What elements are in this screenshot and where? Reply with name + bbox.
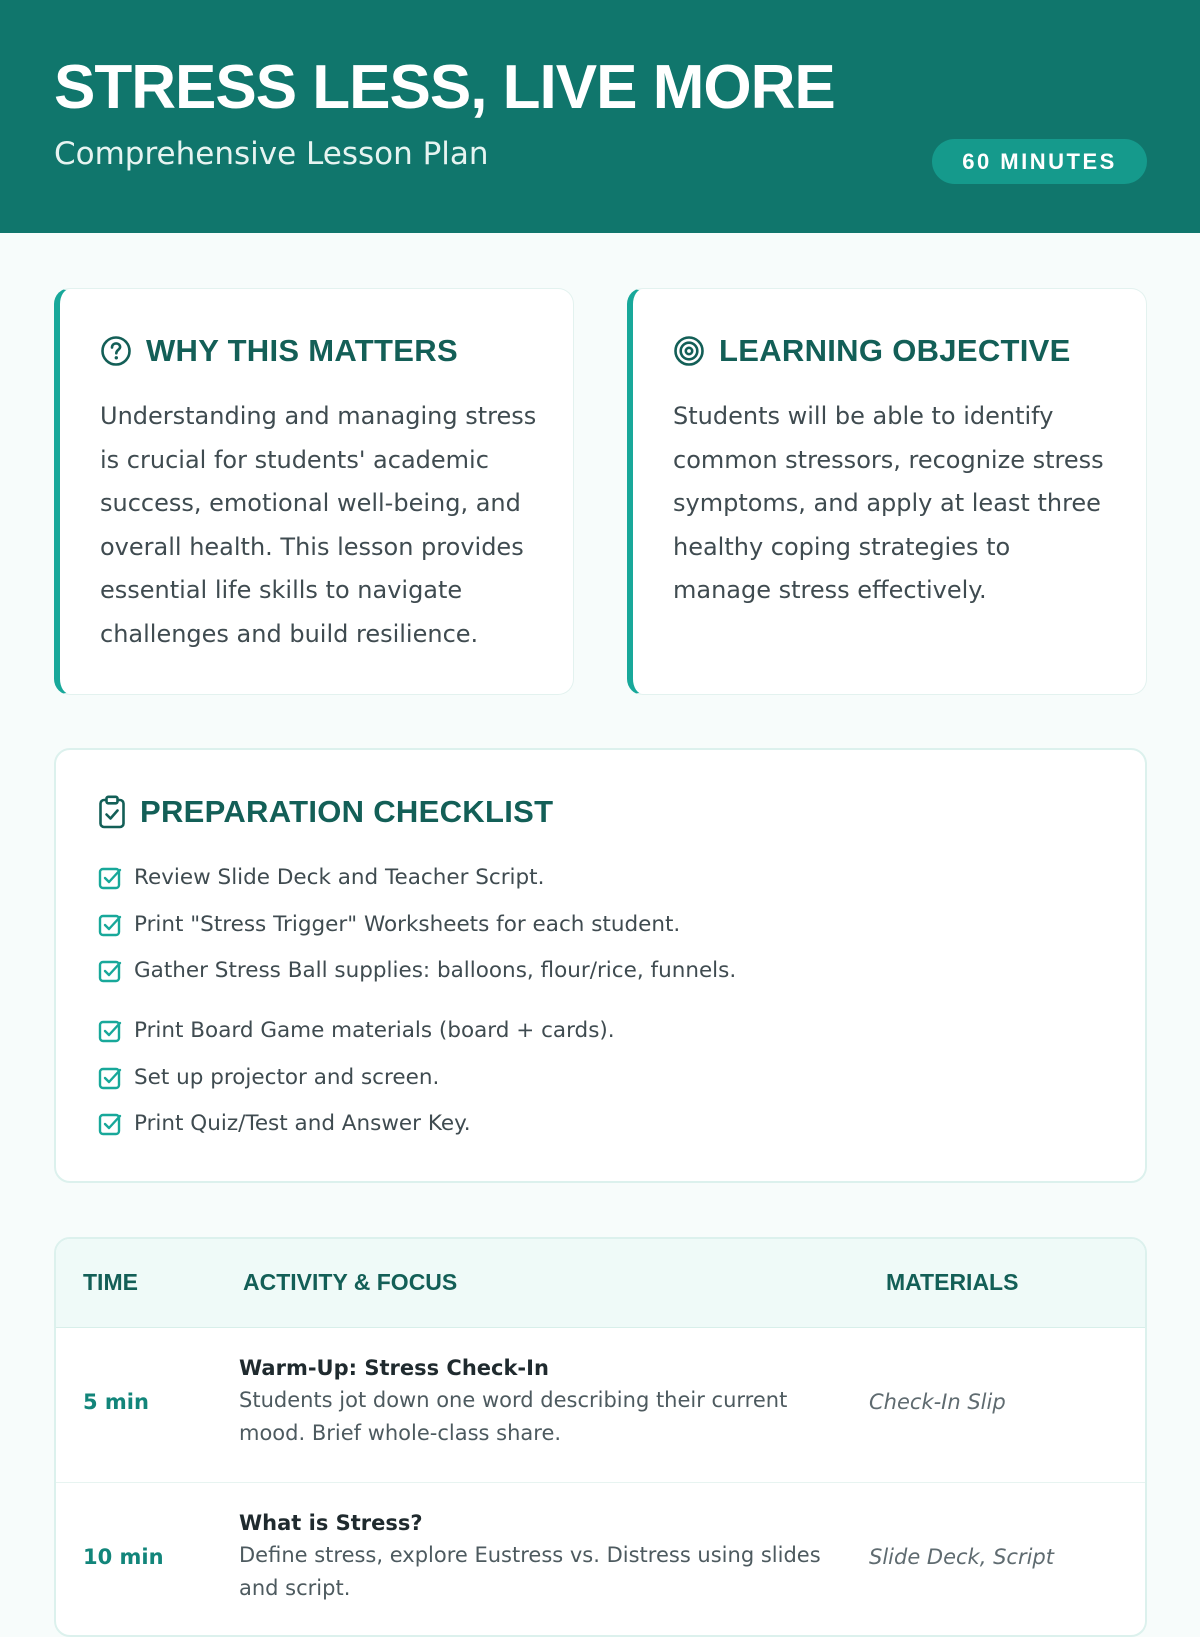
row-materials: Slide Deck, Script [869, 1545, 1054, 1569]
checklist-item-label: Review Slide Deck and Teacher Script. [134, 865, 545, 890]
table-row [56, 1328, 1145, 1483]
column-header-activity: ACTIVITY & FOCUS [243, 1269, 458, 1295]
row-activity-title: Warm-Up: Stress Check-In [239, 1356, 549, 1380]
table-row [56, 1483, 1145, 1637]
checklist-item[interactable] [98, 865, 544, 890]
checklist-item[interactable] [98, 958, 736, 983]
why-line: essential life skills to navigate [100, 576, 463, 604]
why-line: Understanding and managing stress [100, 402, 537, 430]
row-materials: Check-In Slip [869, 1390, 1006, 1414]
checklist-item-label: Print Quiz/Test and Answer Key. [134, 1111, 471, 1136]
row-activity-title: What is Stress? [239, 1511, 423, 1535]
objective-line: Students will be able to identify [673, 402, 1054, 430]
row-desc-line: mood. Brief whole-class share. [239, 1421, 562, 1445]
column-header-materials: MATERIALS [886, 1269, 1019, 1295]
row-desc-line: and script. [239, 1576, 351, 1600]
checklist-title [98, 794, 553, 830]
row-time: 5 min [83, 1390, 149, 1414]
page-subtitle: Comprehensive Lesson Plan [54, 136, 489, 172]
objective-body [673, 395, 1133, 613]
why-line: is crucial for students' academic [100, 445, 489, 474]
checklist-item[interactable] [98, 1111, 471, 1136]
objective-line: common stressors, recognize stress [673, 445, 1104, 474]
clipboard-check-icon [98, 795, 126, 829]
table-header [56, 1239, 1145, 1328]
column-header-time: TIME [83, 1269, 138, 1295]
page-header [0, 0, 1200, 233]
checklist-title-text: PREPARATION CHECKLIST [140, 794, 554, 829]
checkbox-checked-icon [98, 1112, 122, 1136]
row-activity-desc [239, 1539, 839, 1605]
objective-line: healthy coping strategies to [673, 532, 1011, 561]
objective-line: manage stress effectively. [673, 576, 987, 604]
duration-badge: 60 MINUTES [932, 139, 1147, 184]
checklist-item[interactable] [98, 1018, 615, 1043]
row-desc-line: Define stress, explore Eustress vs. Distress using slides [239, 1543, 821, 1567]
why-line: challenges and build resilience. [100, 619, 479, 648]
checkbox-checked-icon [98, 866, 122, 890]
target-icon [673, 335, 705, 367]
checklist-item[interactable] [98, 912, 680, 937]
why-line: overall health. This lesson provides [100, 532, 524, 561]
why-title [100, 333, 458, 369]
question-circle-icon [100, 335, 132, 367]
why-card [54, 288, 574, 695]
row-desc-line: Students jot down one word describing their current [239, 1388, 788, 1412]
checklist-item[interactable] [98, 1065, 439, 1090]
objective-title-text: LEARNING OBJECTIVE [719, 333, 1071, 368]
checklist-item-label: Print Board Game materials (board + cards). [134, 1018, 615, 1043]
checklist-card [54, 748, 1147, 1183]
objective-card [627, 288, 1147, 695]
page-title: STRESS LESS, LIVE MORE [54, 53, 835, 122]
checkbox-checked-icon [98, 959, 122, 983]
why-line: success, emotional well-being, and [100, 489, 521, 517]
checklist-item-label: Set up projector and screen. [134, 1065, 440, 1090]
objective-line: symptoms, and apply at least three [673, 489, 1101, 517]
objective-title [673, 333, 1071, 369]
why-body [100, 395, 560, 656]
checkbox-checked-icon [98, 1066, 122, 1090]
row-activity-desc [239, 1384, 839, 1450]
why-title-text: WHY THIS MATTERS [146, 333, 458, 368]
checklist-item-label: Print "Stress Trigger" Worksheets for each student. [134, 912, 681, 937]
checkbox-checked-icon [98, 913, 122, 937]
checklist-item-label: Gather Stress Ball supplies: balloons, flour/rice, funnels. [134, 958, 737, 983]
schedule-table [54, 1237, 1147, 1637]
checkbox-checked-icon [98, 1019, 122, 1043]
row-time: 10 min [83, 1545, 164, 1569]
